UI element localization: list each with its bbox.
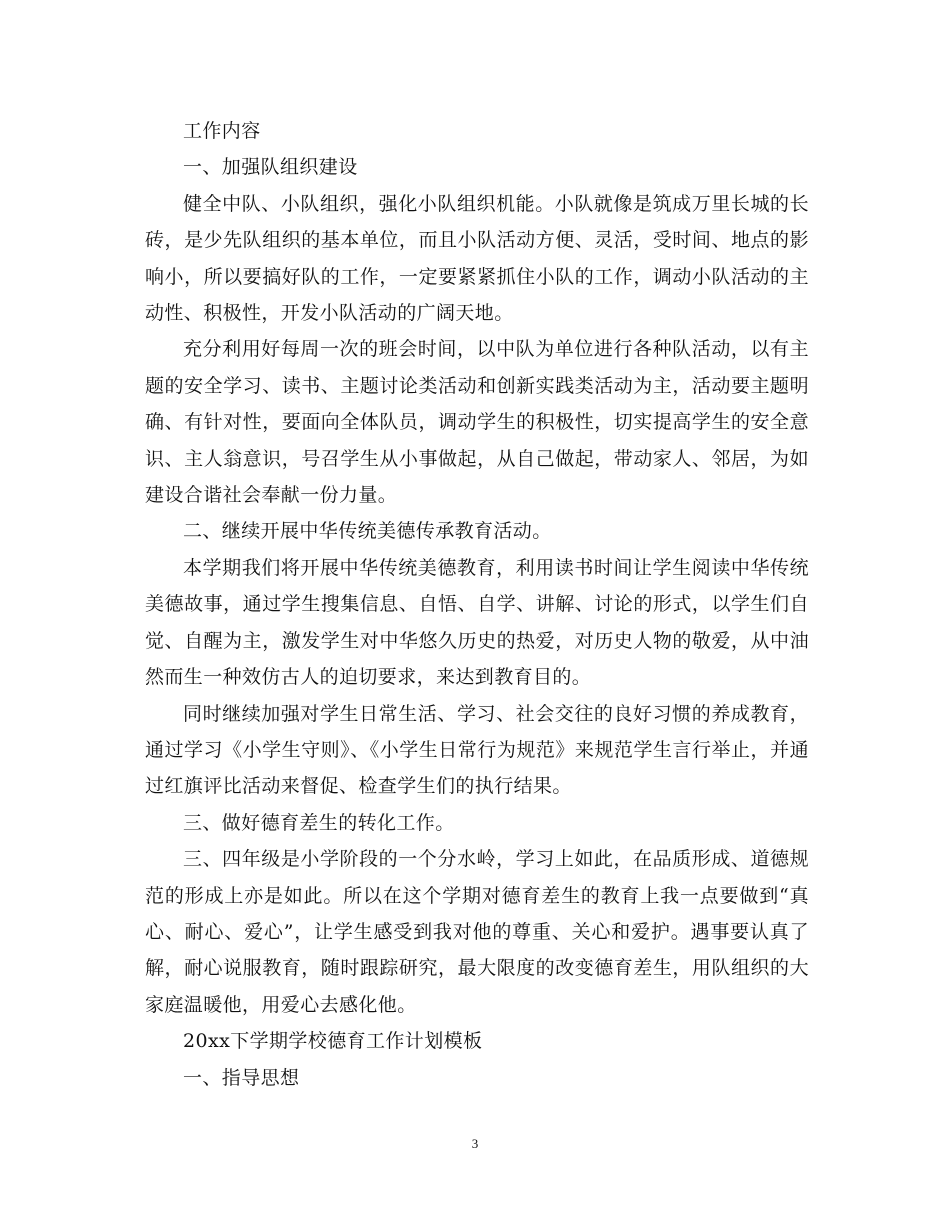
body-paragraph: 充分利用好每周一次的班会时间，以中队为单位进行各种队活动，以有主题的安全学习、读书、主题讨论类活动和创新实践类活动为主，活动要主题明确、有针对性，要面向全体队员，调动学生的积极性，切实提高学生的安全意识、主人翁意识，号召学生从小事做起，从自己做起，带动家人、邻居，为如建设合谐社会奉献一份力量。 [145,338,809,507]
section-heading-guiding-ideology: 一、指导思想 [183,1066,300,1089]
document-body [145,113,809,1096]
body-paragraph: 本学期我们将开展中华传统美德教育，利用读书时间让学生阅读中华传统美德故事，通过学生搜集信息、自悟、自学、讲解、讨论的形式，以学生们自觉、自醒为主，激发学生对中华悠久历史的热爱，对历史人物的敬爱，从中油然而生一种效仿古人的迫切要求，来达到教育目的。 [145,556,809,689]
document-title: 20xx下学期学校德育工作计划模板 [183,1030,483,1053]
section-heading-team-building: 一、加强队组织建设 [183,156,358,179]
section-heading-student-transformation: 三、做好德育差生的转化工作。 [183,811,455,834]
page-number: 3 [471,1136,479,1151]
body-paragraph: 三、四年级是小学阶段的一个分水岭，学习上如此，在品质形成、道德规范的形成上亦是如此。所以在这个学期对德育差生的教育上我一点要做到“真心、耐心、爱心”，让学生感受到我对他的尊重、关心和爱护。遇事要认真了解，耐心说服教育，随时跟踪研究，最大限度的改变德育差生，用队组织的大家庭温暖他，用爱心去感化他。 [145,848,809,1016]
section-heading-work-content: 工作内容 [183,120,261,142]
body-paragraph: 健全中队、小队组织，强化小队组织机能。小队就像是筑成万里长城的长砖，是少先队组织的基本单位，而且小队活动方便、灵活，受时间、地点的影响小，所以要搞好队的工作，一定要紧紧抓住小队的工作，调动小队活动的主动性、积极性，开发小队活动的广阔天地。 [145,192,809,325]
body-paragraph: 同时继续加强对学生日常生活、学习、社会交往的良好习惯的养成教育，通过学习《小学生守则》、《小学生日常行为规范》来规范学生言行举止，并通过红旗评比活动来督促、检查学生们的执行结果。 [145,702,809,798]
section-heading-tradition-education: 二、继续开展中华传统美德传承教育活动。 [183,520,552,543]
